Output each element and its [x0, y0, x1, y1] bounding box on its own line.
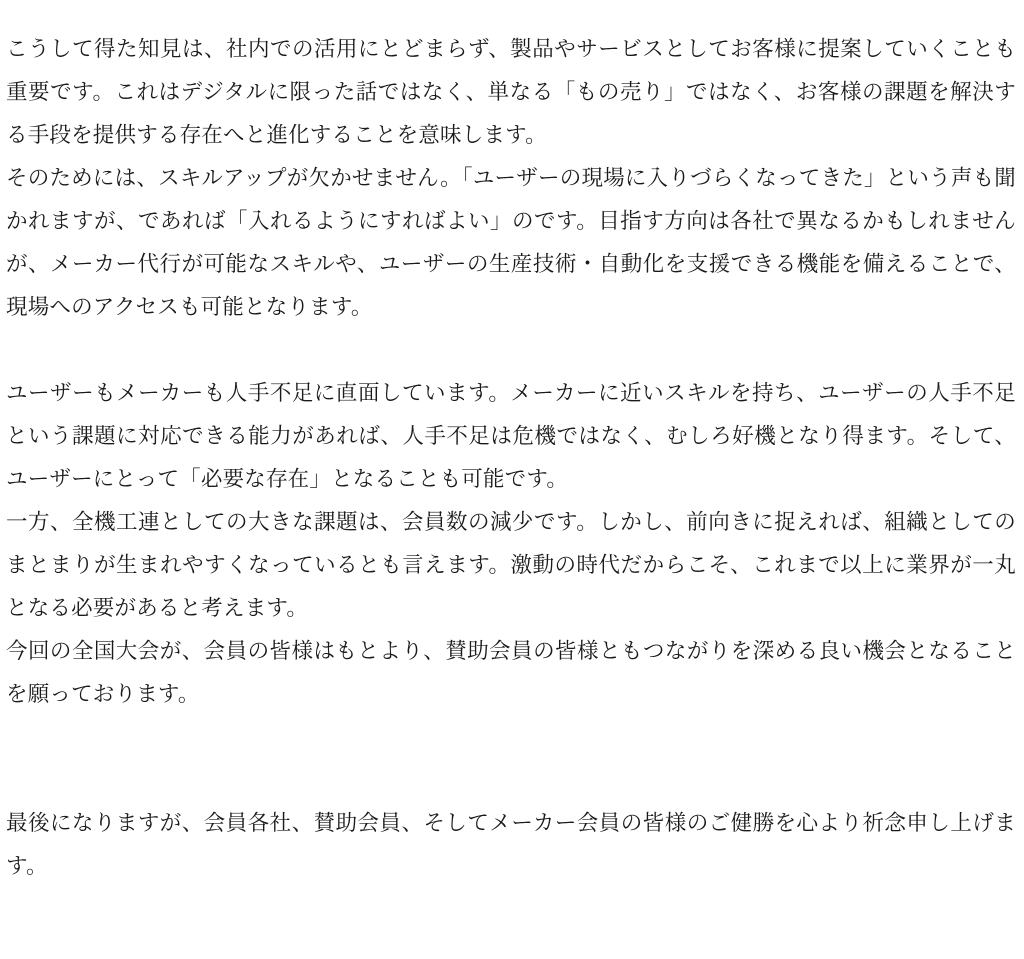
- paragraph-gap-1: [6, 329, 1016, 372]
- paragraph-6: 最後になりますが、会員各社、賛助会員、そしてメーカー会員の皆様のご健勝を心より祈念申し上げます。: [6, 811, 1016, 879]
- paragraph-gap-2: [6, 716, 1016, 802]
- paragraph-3: ユーザーもメーカーも人手不足に直面しています。メーカーに近いスキルを持ち、ユーザーの人手不足という課題に対応できる能力があれば、人手不足は危機ではなく、むしろ好機となり得ます。そして、ユーザーにとって「必要な存在」となることも可能です。: [6, 381, 1016, 492]
- document-body: [6, 28, 1016, 888]
- paragraph-5: 今回の全国大会が、会員の皆様はもとより、賛助会員の皆様ともつながりを深める良い機会となることを願っております。: [6, 639, 1016, 707]
- paragraph-4: 一方、全機工連としての大きな課題は、会員数の減少です。しかし、前向きに捉えれば、組織としてのまとまりが生まれやすくなっているとも言えます。激動の時代だからこそ、これまで以上に業界が一丸となる必要があると考えます。: [6, 510, 1016, 621]
- paragraph-1: こうして得た知見は、社内での活用にとどまらず、製品やサービスとしてお客様に提案していくことも重要です。これはデジタルに限った話ではなく、単なる「もの売り」ではなく、お客様の課題を解決する手段を提供する存在へと進化することを意味します。: [6, 37, 1016, 148]
- paragraph-2: そのためには、スキルアップが欠かせません。「ユーザーの現場に入りづらくなってきた」という声も聞かれますが、であれば「入れるようにすればよい」のです。目指す方向は各社で異なるかもしれませんが、メーカー代行が可能なスキルや、ユーザーの生産技術・自動化を支援できる機能を備えることで、現場へのアクセスも可能となります。: [6, 166, 1016, 320]
